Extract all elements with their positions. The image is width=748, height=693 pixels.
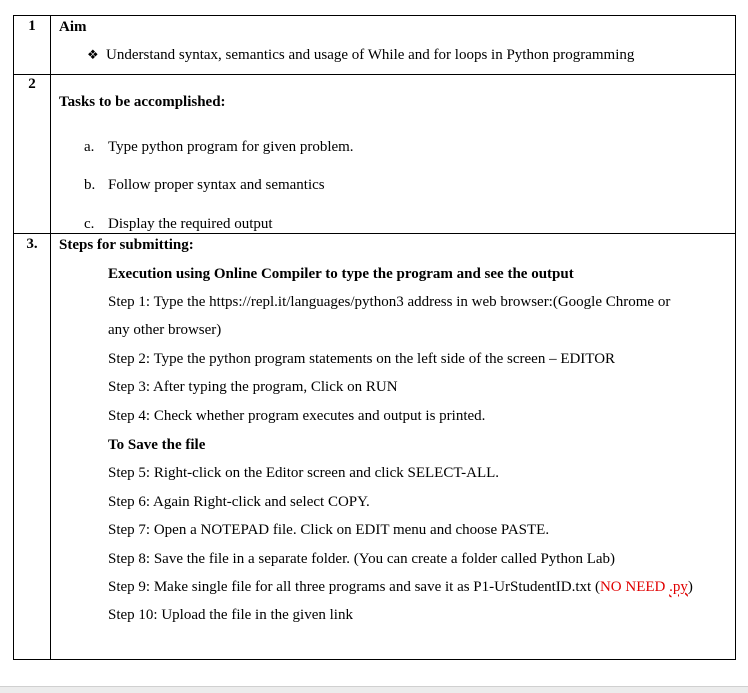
task-marker: c. (84, 216, 95, 232)
step-line: Step 5: Right-click on the Editor screen and click SELECT-ALL. (108, 465, 500, 481)
step-line: Step 1: Type the https://repl.it/languages/python3 address in web browser:(Google Chrome or (108, 294, 671, 310)
step-line: Step 6: Again Right-click and select COPY. (108, 494, 370, 510)
column-divider (50, 16, 51, 659)
task-item: Type python program for given problem. (108, 139, 354, 155)
step-line: any other browser) (108, 322, 222, 338)
row-number: 3. (26, 236, 38, 252)
py-extension-note: .py (669, 579, 688, 595)
step-line: Step 3: After typing the program, Click on RUN (108, 379, 398, 395)
lab-instructions-table (13, 15, 736, 660)
aim-heading: Aim (59, 19, 87, 35)
step-line: Step 7: Open a NOTEPAD file. Click on EDIT menu and choose PASTE. (108, 522, 550, 538)
task-item: Display the required output (108, 216, 273, 232)
row-number: 1 (28, 18, 36, 34)
save-subheading: To Save the file (108, 437, 206, 453)
aim-text: Understand syntax, semantics and usage of While and for loops in Python programming (106, 47, 635, 63)
task-marker: a. (84, 139, 95, 155)
row-divider (14, 74, 735, 75)
task-item: Follow proper syntax and semantics (108, 177, 325, 193)
step-line: Step 8: Save the file in a separate folder. (You can create a folder called Python Lab) (108, 551, 616, 567)
row-number: 2 (28, 76, 36, 92)
step9-text: Step 9: Make single file for all three programs and save it as P1-UrStudentID.txt ( (108, 579, 600, 595)
row-divider (14, 233, 735, 234)
step-line: Step 2: Type the python program statements on the left side of the screen – EDITOR (108, 351, 616, 367)
task-marker: b. (84, 177, 96, 193)
step-line: Step 4: Check whether program executes and output is printed. (108, 408, 486, 424)
tasks-heading: Tasks to be accomplished: (59, 94, 226, 110)
step9-close: ) (687, 579, 693, 595)
steps-heading: Steps for submitting: (59, 237, 194, 253)
compiler-subheading: Execution using Online Compiler to type the program and see the output (108, 266, 574, 282)
step-line-10: Step 10: Upload the file in the given link (108, 607, 353, 623)
diamond-bullet-icon: ❖ (87, 47, 99, 62)
no-need-note: NO NEED (599, 579, 666, 595)
step-line-9 (108, 578, 693, 596)
